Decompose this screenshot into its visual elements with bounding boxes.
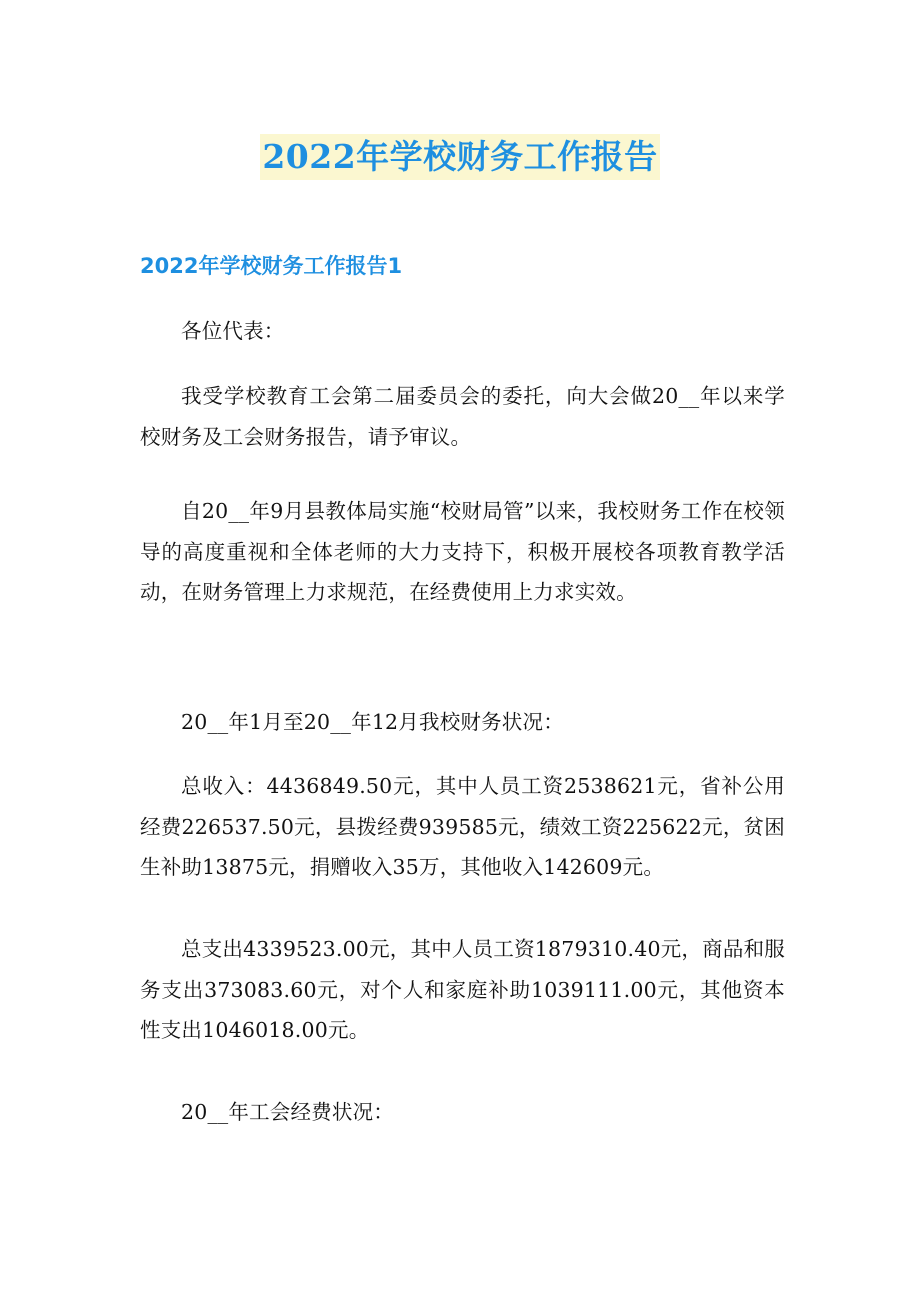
- document-title-text: 2022年学校财务工作报告: [260, 134, 659, 180]
- paragraph-total-expense: 总支出4339523.00元，其中人员工资1879310.40元，商品和服务支出373083.60元，对个人和家庭补助1039111.00元，其他资本性支出1046018.00元。: [140, 937, 785, 1042]
- paragraph-union-funds-heading: 20__年工会经费状况：: [181, 1100, 394, 1124]
- document-title: [0, 134, 920, 180]
- paragraph-total-income: 总收入：4436849.50元，其中人员工资2538621元，省补公用经费226537.50元，县拨经费939585元，绩效工资225622元，贫困生补助13875元，捐赠收入35万，其他收入142609元。: [140, 774, 785, 879]
- section-heading: 2022年学校财务工作报告1: [140, 254, 403, 278]
- paragraph-overview: 自20__年9月县教体局实施“校财局管”以来，我校财务工作在校领导的高度重视和全体老师的大力支持下，积极开展校各项教育教学活动，在财务管理上力求规范，在经费使用上力求实效。: [140, 499, 785, 604]
- paragraph-salutation: 各位代表：: [181, 319, 285, 343]
- paragraph-finance-status-heading: 20__年1月至20__年12月我校财务状况：: [181, 710, 564, 734]
- paragraph-intro: 我受学校教育工会第二届委员会的委托，向大会做20__年以来学校财务及工会财务报告，请予审议。: [140, 384, 785, 449]
